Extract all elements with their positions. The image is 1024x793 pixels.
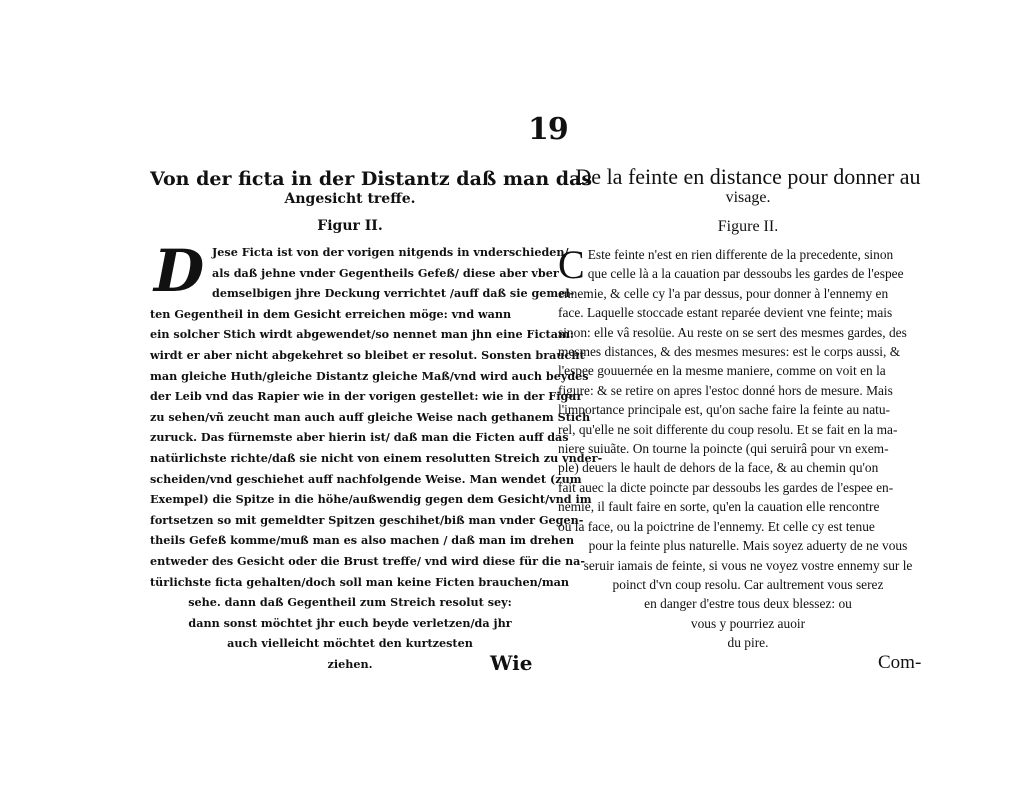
german-line: ten Gegentheil in dem Gesicht erreichen möge: vnd wann: [150, 306, 512, 321]
german-line: demselbigen jhre Deckung verrichtet /auff daß sie gemel-: [212, 286, 575, 301]
german-line: als daß jehne vnder Gegentheils Gefeß/ diese aber vber: [212, 265, 559, 280]
german-line: türlichste ficta gehalten/doch soll man keine Ficten brauchen/man: [150, 574, 570, 589]
french-line: en danger d'estre tous deux blessez: ou: [644, 596, 852, 612]
german-line: man gleiche Huth/gleiche Distantz gleiche Maß/vnd wird auch beydes: [150, 368, 589, 383]
french-line: rel, qu'elle ne soit differente du coup resolu. Et se fait en la ma-: [558, 421, 898, 437]
french-line: seruir iamais de feinte, si vous ne voyez vostre ennemy sur le: [583, 557, 913, 573]
french-line: niere suiuãte. On tourne la poincte (qui seruirâ pour vn exem-: [558, 441, 889, 457]
german-line: Jese Ficta ist von der vorigen nitgends in vnderschieden/: [212, 245, 569, 259]
german-line: fortsetzen so mit gemeldter Spitzen geschihet/biß man vnder Gegen-: [150, 512, 584, 527]
german-line: entweder des Gesicht oder die Brust treffe/ vnd wird diese für die na-: [150, 553, 586, 568]
page-number: 19: [528, 112, 568, 147]
french-title: De la feinte en distance pour donner au: [575, 164, 921, 189]
german-line: scheiden/vnd geschiehet auff nachfolgende Weise. Man wendet (zum: [150, 471, 582, 486]
french-body: [558, 242, 938, 653]
german-subtitle: Angesicht treffe.: [284, 191, 416, 207]
french-line: pour la feinte plus naturelle. Mais soyez aduerty de ne vous: [588, 538, 908, 554]
german-catchword: Wie: [490, 651, 533, 675]
german-line: sehe. dann daß Gegentheil zum Streich resolut sey:: [188, 595, 512, 610]
french-line: fait auec la dicte poincte par dessoubs les gardes de l'espee en-: [558, 479, 894, 495]
german-figure-label: Figur II.: [317, 218, 383, 234]
french-line: mesmes distances, & des mesmes mesures: est le corps aussi, &: [558, 344, 901, 360]
german-line: dann sonst möchtet jhr euch beyde verletzen/da jhr: [188, 615, 512, 630]
french-line: du pire.: [727, 635, 769, 651]
german-line: der Leib vnd das Rapier wie in der vorigen gestellet: wie in der Figur: [150, 389, 583, 404]
french-line: sinon: elle vâ resolüe. Au reste on se sert des mesmes gardes, des: [558, 324, 907, 340]
french-line: ennemie, & celle cy l'a par dessus, pour donner à l'ennemy en: [558, 285, 889, 301]
german-body: [150, 237, 603, 674]
german-title: Von der ficta in der Distantz daß man das: [150, 168, 593, 190]
german-line: Exempel) die Spitze in die höhe/außwendig gegen dem Gesicht/vnd im: [150, 492, 592, 507]
german-line: theils Gefeß komme/muß man es also machen / daß man im drehen: [150, 533, 575, 548]
french-line: que celle là a la cauation par dessoubs les gardes de l'espee: [587, 266, 904, 282]
french-line: Este feinte n'est en rien differente de la precedente, sinon: [587, 247, 894, 262]
french-line: nemie, il fault faire en sorte, qu'en la cauation elle rencontre: [558, 499, 880, 515]
french-column: [558, 164, 938, 673]
french-line: ou la face, ou la poictrine de l'ennemy. Et celle cy est tenue: [558, 518, 875, 534]
german-line: ein solcher Stich wirdt abgewendet/so nennet man jhn eine Fictam:: [150, 327, 574, 342]
french-line: ple) deuers le hault de dehors de la face, & au chemin qu'on: [558, 460, 879, 476]
german-line: zu sehen/vñ zeucht man auch auff gleiche Weise nach gethanem Stich: [150, 409, 591, 424]
french-subtitle: visage.: [725, 189, 771, 206]
german-line: zuruck. Das fürnemste aber hierin ist/ daß man die Ficten auff das: [150, 430, 569, 445]
german-line: auch vielleicht möchtet den kurtzesten: [227, 636, 473, 651]
german-column: [150, 168, 603, 675]
french-line: l'importance principale est, qu'on sache faire la feinte au natu-: [558, 402, 891, 418]
french-line: l'espee gouuernée en la mesme maniere, comme on voit en la: [558, 363, 886, 379]
german-line: natürlichste richte/daß sie nicht von einem resolutten Streich zu vnder-: [150, 450, 603, 465]
french-line: poinct d'vn coup resolu. Car aultrement vous serez: [612, 576, 884, 592]
german-line: wirdt er aber nicht abgekehret so bleibet er resolut. Sonsten braucht: [150, 347, 585, 362]
french-line: vous y pourriez auoir: [690, 615, 806, 631]
french-dropcap: C: [558, 242, 585, 287]
german-line: ziehen.: [327, 656, 373, 671]
french-catchword: Com-: [878, 652, 922, 673]
french-line: figure: & se retire on apres l'estoc donné hors de mesure. Mais: [558, 382, 893, 398]
french-line: face. Laquelle stoccade estant reparée devient vne feinte; mais: [558, 305, 893, 321]
french-figure-label: Figure II.: [717, 218, 779, 235]
german-dropcap: D: [153, 237, 205, 305]
